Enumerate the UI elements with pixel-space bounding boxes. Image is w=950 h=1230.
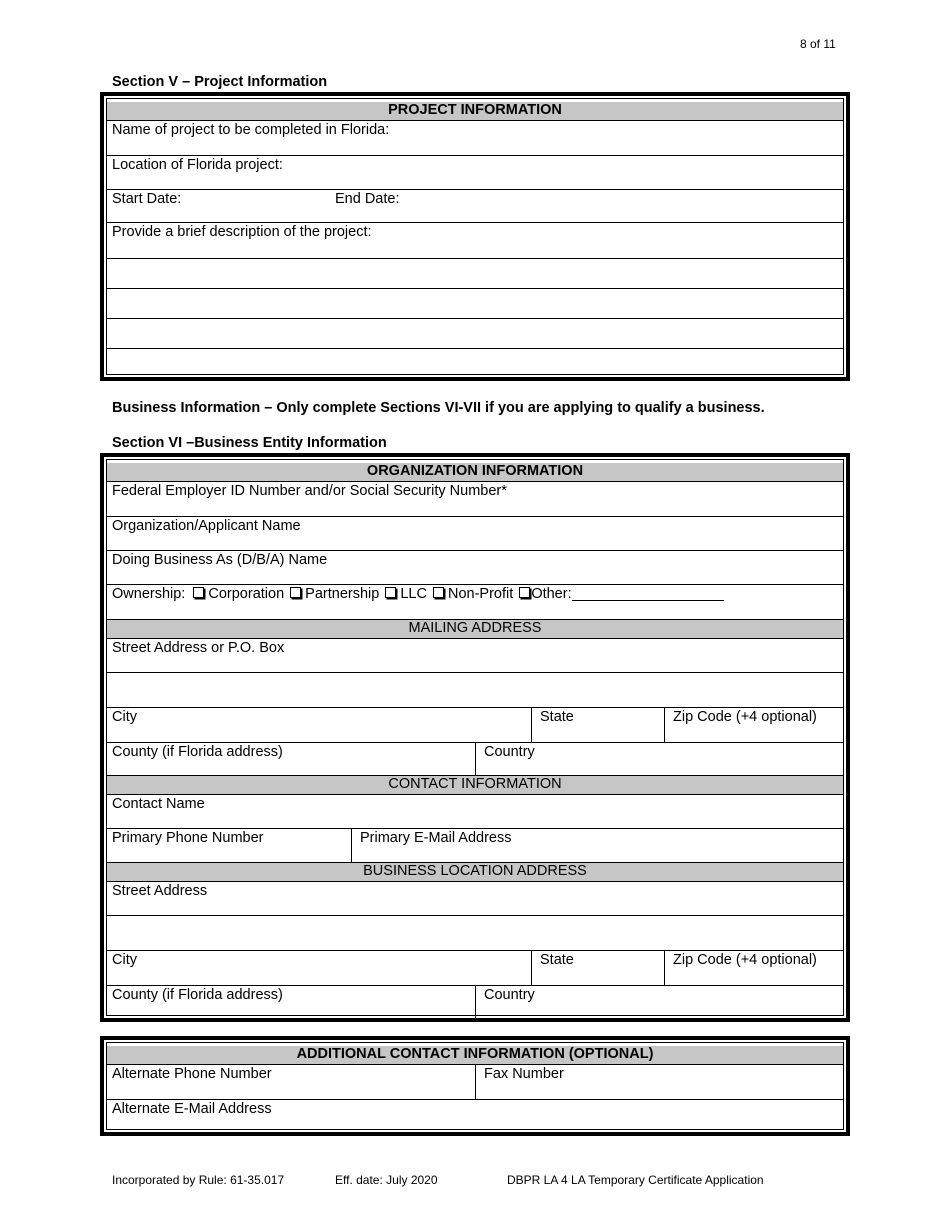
dba-field[interactable] bbox=[107, 551, 843, 585]
divider bbox=[664, 708, 665, 742]
organization-name-field[interactable] bbox=[107, 517, 843, 551]
alternate-email-label: Alternate E-Mail Address bbox=[112, 1101, 272, 1117]
project-name-field[interactable] bbox=[107, 121, 843, 156]
corporation-label: Corporation bbox=[208, 586, 285, 602]
project-information-header: PROJECT INFORMATION bbox=[107, 102, 843, 121]
contact-information-header: CONTACT INFORMATION bbox=[107, 776, 843, 795]
location-county-label: County (if Florida address) bbox=[112, 987, 283, 1003]
mailing-zip-label: Zip Code (+4 optional) bbox=[673, 709, 817, 725]
alternate-email-field[interactable] bbox=[107, 1100, 843, 1135]
location-street-line-2[interactable] bbox=[107, 916, 843, 951]
partnership-label: Partnership bbox=[305, 586, 380, 602]
organization-information-header: ORGANIZATION INFORMATION bbox=[107, 463, 843, 482]
divider bbox=[351, 829, 352, 862]
divider bbox=[531, 951, 532, 985]
footer-eff-date: Eff. date: July 2020 bbox=[335, 1173, 438, 1187]
project-description-label: Provide a brief description of the project: bbox=[112, 224, 372, 240]
divider bbox=[664, 951, 665, 985]
project-name-label: Name of project to be completed in Florida: bbox=[112, 122, 390, 138]
additional-contact-header: ADDITIONAL CONTACT INFORMATION (OPTIONAL) bbox=[107, 1046, 843, 1065]
divider bbox=[531, 708, 532, 742]
footer-rule: Incorporated by Rule: 61-35.017 bbox=[112, 1173, 285, 1187]
non-profit-label: Non-Profit bbox=[448, 586, 514, 602]
mailing-city-label: City bbox=[112, 709, 137, 725]
mailing-county-label: County (if Florida address) bbox=[112, 744, 283, 760]
ownership-label: Ownership: bbox=[112, 586, 186, 602]
contact-name-field[interactable] bbox=[107, 795, 843, 829]
mailing-country-label: Country bbox=[484, 744, 535, 760]
divider bbox=[475, 1065, 476, 1099]
organization-name-label: Organization/Applicant Name bbox=[112, 518, 301, 534]
ownership-options bbox=[112, 586, 724, 602]
location-street-label: Street Address bbox=[112, 883, 208, 899]
mailing-state-label: State bbox=[540, 709, 574, 725]
location-county-country-row bbox=[107, 986, 843, 1021]
project-dates-row[interactable] bbox=[107, 190, 843, 223]
location-city-state-zip-row bbox=[107, 951, 843, 986]
primary-phone-label: Primary Phone Number bbox=[112, 830, 264, 846]
description-line[interactable] bbox=[107, 259, 843, 289]
mailing-street-field[interactable] bbox=[107, 639, 843, 673]
start-date-label: Start Date: bbox=[112, 191, 182, 207]
primary-email-label: Primary E-Mail Address bbox=[360, 830, 512, 846]
organization-information-box bbox=[100, 453, 850, 1022]
project-description-field[interactable] bbox=[107, 223, 843, 259]
end-date-label: End Date: bbox=[335, 191, 400, 207]
partnership-checkbox[interactable] bbox=[290, 587, 301, 598]
project-location-label: Location of Florida project: bbox=[112, 157, 283, 173]
mailing-address-header: MAILING ADDRESS bbox=[107, 620, 843, 639]
additional-contact-box bbox=[100, 1036, 850, 1136]
location-street-field[interactable] bbox=[107, 882, 843, 916]
ownership-row bbox=[107, 585, 843, 620]
non-profit-checkbox[interactable] bbox=[433, 587, 444, 598]
divider bbox=[475, 743, 476, 775]
description-line[interactable] bbox=[107, 319, 843, 349]
fax-number-label: Fax Number bbox=[484, 1066, 564, 1082]
mailing-city-state-zip-row bbox=[107, 708, 843, 743]
project-information-box bbox=[100, 92, 850, 381]
location-country-label: Country bbox=[484, 987, 535, 1003]
fein-field[interactable] bbox=[107, 482, 843, 517]
other-input-line[interactable] bbox=[572, 588, 724, 601]
alternate-phone-label: Alternate Phone Number bbox=[112, 1066, 272, 1082]
other-label: Other: bbox=[531, 586, 572, 602]
divider bbox=[475, 986, 476, 1021]
fein-label: Federal Employer ID Number and/or Social Security Number* bbox=[112, 483, 507, 499]
mailing-street-line-2[interactable] bbox=[107, 673, 843, 708]
business-location-header: BUSINESS LOCATION ADDRESS bbox=[107, 863, 843, 882]
location-city-label: City bbox=[112, 952, 137, 968]
mailing-county-country-row bbox=[107, 743, 843, 776]
llc-checkbox[interactable] bbox=[385, 587, 396, 598]
page-number: 8 of 11 bbox=[800, 37, 836, 51]
mailing-street-label: Street Address or P.O. Box bbox=[112, 640, 285, 656]
dba-label: Doing Business As (D/B/A) Name bbox=[112, 552, 328, 568]
llc-label: LLC bbox=[400, 586, 427, 602]
other-checkbox[interactable] bbox=[519, 587, 530, 598]
location-state-label: State bbox=[540, 952, 574, 968]
description-line[interactable] bbox=[107, 349, 843, 379]
alt-phone-fax-row bbox=[107, 1065, 843, 1100]
business-information-note: Business Information – Only complete Sections VI-VII if you are applying to qualify a business. bbox=[112, 400, 765, 416]
corporation-checkbox[interactable] bbox=[193, 587, 204, 598]
contact-name-label: Contact Name bbox=[112, 796, 205, 812]
location-zip-label: Zip Code (+4 optional) bbox=[673, 952, 817, 968]
contact-phone-email-row bbox=[107, 829, 843, 863]
project-location-field[interactable] bbox=[107, 156, 843, 190]
description-line[interactable] bbox=[107, 289, 843, 319]
section-5-title: Section V – Project Information bbox=[112, 74, 328, 90]
footer-form-name: DBPR LA 4 LA Temporary Certificate Application bbox=[507, 1173, 764, 1187]
section-6-title: Section VI –Business Entity Information bbox=[112, 435, 387, 451]
